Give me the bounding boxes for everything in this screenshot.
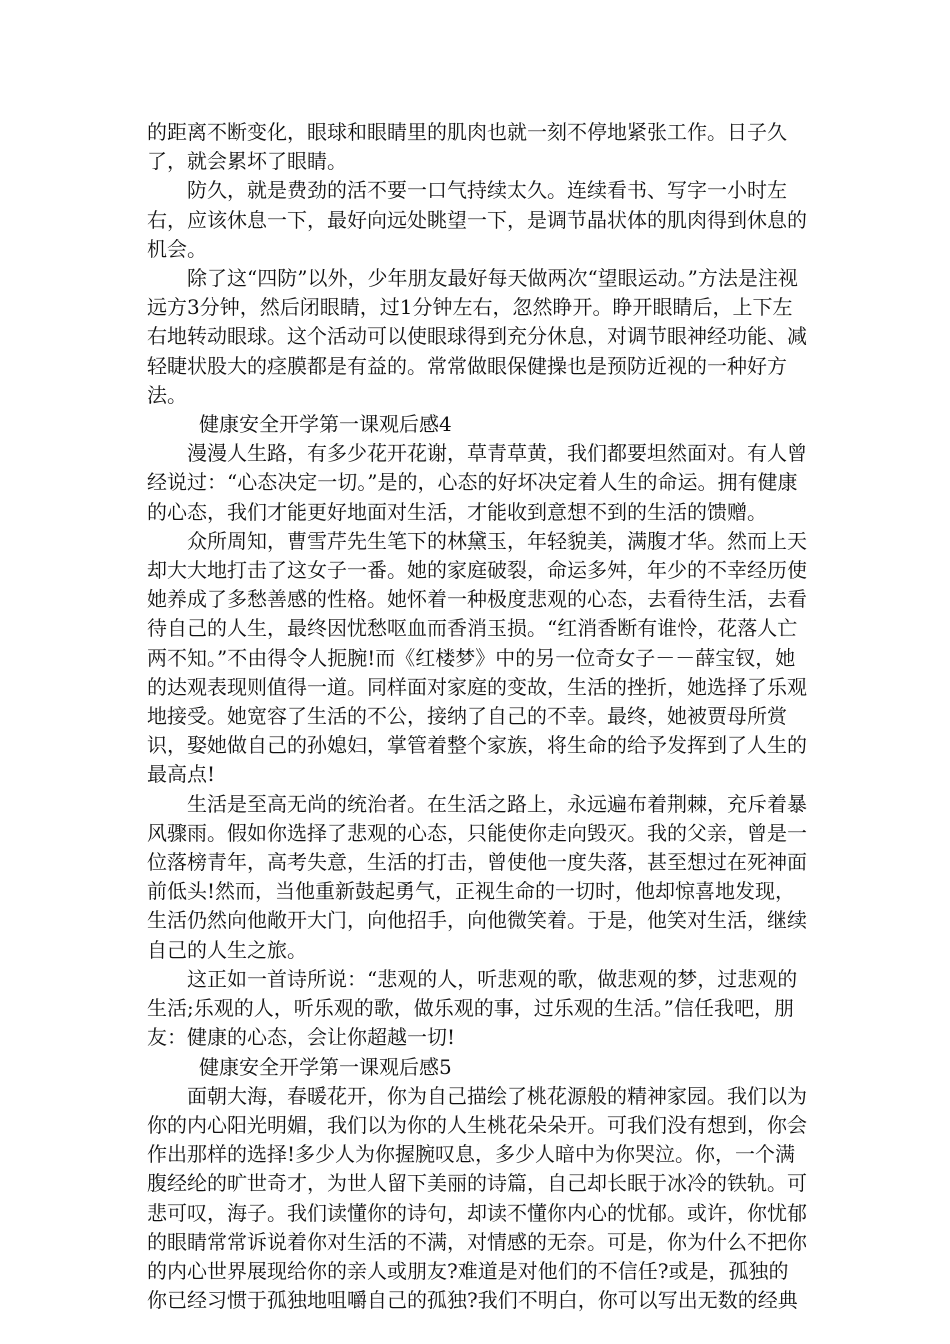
paragraph-4: 漫漫人生路，有多少花开花谢，草青草黄，我们都要坦然面对。有人曾经说过：“心态决定一切。”是的，心态的好坏决定着人生的命运。拥有健康的心态，我们才能更好地面对生活，才能收到意想不到的生活的馈赠。 [147,441,807,524]
paragraph-1: 的距离不断变化，眼球和眼睛里的肌肉也就一刻不停地紧张工作。日子久了，就会累坏了眼睛。 [147,120,787,174]
document-body [147,118,807,1315]
paragraph-2: 防久，就是费劲的活不要一口气持续太久。连续看书、写字一小时左右，应该休息一下，最好向远处眺望一下，是调节晶状体的肌肉得到休息的机会。 [147,178,807,261]
paragraph-5: 众所周知，曹雪芹先生笔下的林黛玉，年轻貌美，满腹才华。然而上天却大大地打击了这女子一番。她的家庭破裂，命运多舛，年少的不幸经历使她养成了多愁善感的性格。她怀着一种极度悲观的心态，去看待生活，去看待自己的人生，最终因忧愁呕血而香消玉损。“红消香断有谁怜，花落人亡两不知。”不由得令人扼腕!而《红楼梦》中的另一位奇女子－－薛宝钗，她的达观表现则值得一道。同样面对家庭的变故，生活的挫折，她选择了乐观地接受。她宽容了生活的不公，接纳了自己的不幸。最终，她被贾母所赏识，娶她做自己的孙媳妇，掌管着整个家族，将生命的给予发挥到了人生的最高点! [147,528,807,787]
paragraph-7: 这正如一首诗所说：“悲观的人，听悲观的歌，做悲观的梦，过悲观的生活;乐观的人，听乐观的歌，做乐观的事，过乐观的生活。”信任我吧，朋友：健康的心态，会让你超越一切! [147,966,798,1050]
section-heading-5: 健康安全开学第一课观后感5 [199,1054,452,1079]
paragraph-3: 除了这“四防”以外，少年朋友最好每天做两次“望眼运动。”方法是注视远方3分钟，然后闭眼睛，过1分钟左右，忽然睁开。睁开眼睛后，上下左右地转动眼球。这个活动可以使眼球得到充分休息，对调节眼神经功能、减轻睫状股大的痉膜都是有益的。常常做眼保健操也是预防近视的一种好方法。 [147,266,807,407]
paragraph-8: 面朝大海，春暖花开，你为自己描绘了桃花源般的精神家园。我们以为你的内心阳光明媚，我们以为你的人生桃花朵朵开。可我们没有想到，你会作出那样的选择!多少人为你握腕叹息，多少人暗中为你哭泣。你，一个满腹经纶的旷世奇才，为世人留下美丽的诗篇，自己却长眠于冰冷的铁轨。可悲可叹，海子。我们读懂你的诗句，却读不懂你内心的忧郁。或许，你忧郁的眼睛常常诉说着你对生活的不满，对情感的无奈。可是，你为什么不把你的内心世界展现给你的亲人或朋友?难道是对他们的不信任?或是，孤独的你已经习惯于孤独地咀嚼自己的孤独?我们不明白，你可以写出无数的经典 [147,1083,807,1313]
paragraph-6: 生活是至高无尚的统治者。在生活之路上，永远遍布着荆棘，充斥着暴风骤雨。假如你选择了悲观的心态，只能使你走向毁灭。我的父亲，曾是一位落榜青年，高考失意，生活的打击，曾使他一度失落，甚至想过在死神面前低头!然而，当他重新鼓起勇气，正视生命的一切时，他却惊喜地发现，生活仍然向他敞开大门，向他招手，向他微笑着。于是，他笑对生活，继续自己的人生之旅。 [147,791,807,962]
section-heading-4: 健康安全开学第一课观后感4 [199,412,452,437]
